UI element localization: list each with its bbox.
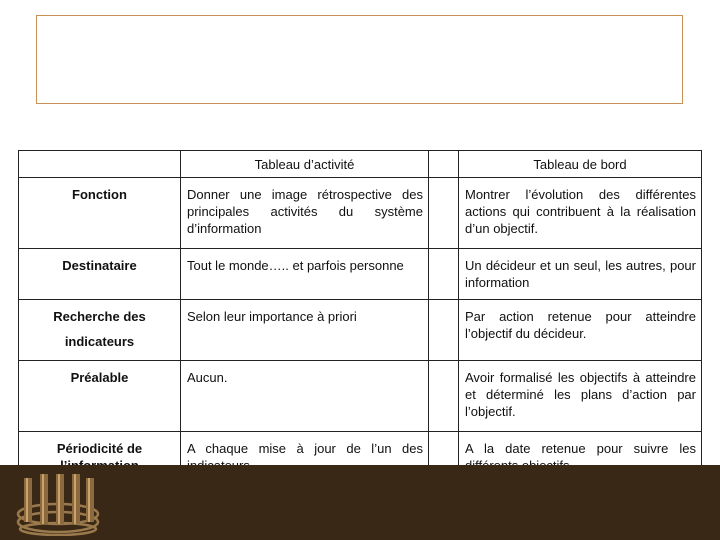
header-empty-cell xyxy=(19,151,181,178)
table-row xyxy=(19,300,702,361)
cell-bord: Par action retenue pour atteindre l’objectif du décideur. xyxy=(459,300,702,361)
cell-bord: Avoir formalisé les objectifs à atteindre et déterminé les plans d’action par l’objectif. xyxy=(459,361,702,432)
gap-cell xyxy=(429,361,459,432)
row-label-prealable: Préalable xyxy=(19,361,181,432)
row-label-fonction: Fonction xyxy=(19,178,181,249)
columns-logo-icon xyxy=(10,474,106,536)
cell-bord: A la date retenue pour suivre les xyxy=(459,432,702,483)
title-placeholder-frame xyxy=(36,15,683,104)
table-row xyxy=(19,249,702,300)
table-header-row xyxy=(19,151,702,178)
header-tableau-de-bord: Tableau de bord xyxy=(459,151,702,178)
gap-cell xyxy=(429,178,459,249)
gap-cell xyxy=(429,300,459,361)
cell-activite: Donner une image rétrospective des principales activités du système d’information xyxy=(181,178,429,249)
cell-bord: Un décideur et un seul, les autres, pour information xyxy=(459,249,702,300)
cell-activite: A chaque mise à jour de l’un des xyxy=(181,432,429,483)
gap-cell xyxy=(429,249,459,300)
header-gap-cell xyxy=(429,151,459,178)
row-label-periodicite: Périodicité de xyxy=(19,432,181,483)
table-row xyxy=(19,361,702,432)
header-tableau-activite: Tableau d’activité xyxy=(181,151,429,178)
cell-activite: Selon leur importance à priori xyxy=(181,300,429,361)
comparison-table xyxy=(18,150,702,483)
footer-bar xyxy=(0,465,720,540)
row-label-destinataire: Destinataire xyxy=(19,249,181,300)
cell-activite: Tout le monde….. et parfois personne xyxy=(181,249,429,300)
cell-activite: Aucun. xyxy=(181,361,429,432)
cell-bord: Montrer l’évolution des différentes actions qui contribuent à la réalisation d’un objectif. xyxy=(459,178,702,249)
table-row xyxy=(19,178,702,249)
row-label-recherche: Recherche des indicateurs xyxy=(19,300,181,361)
